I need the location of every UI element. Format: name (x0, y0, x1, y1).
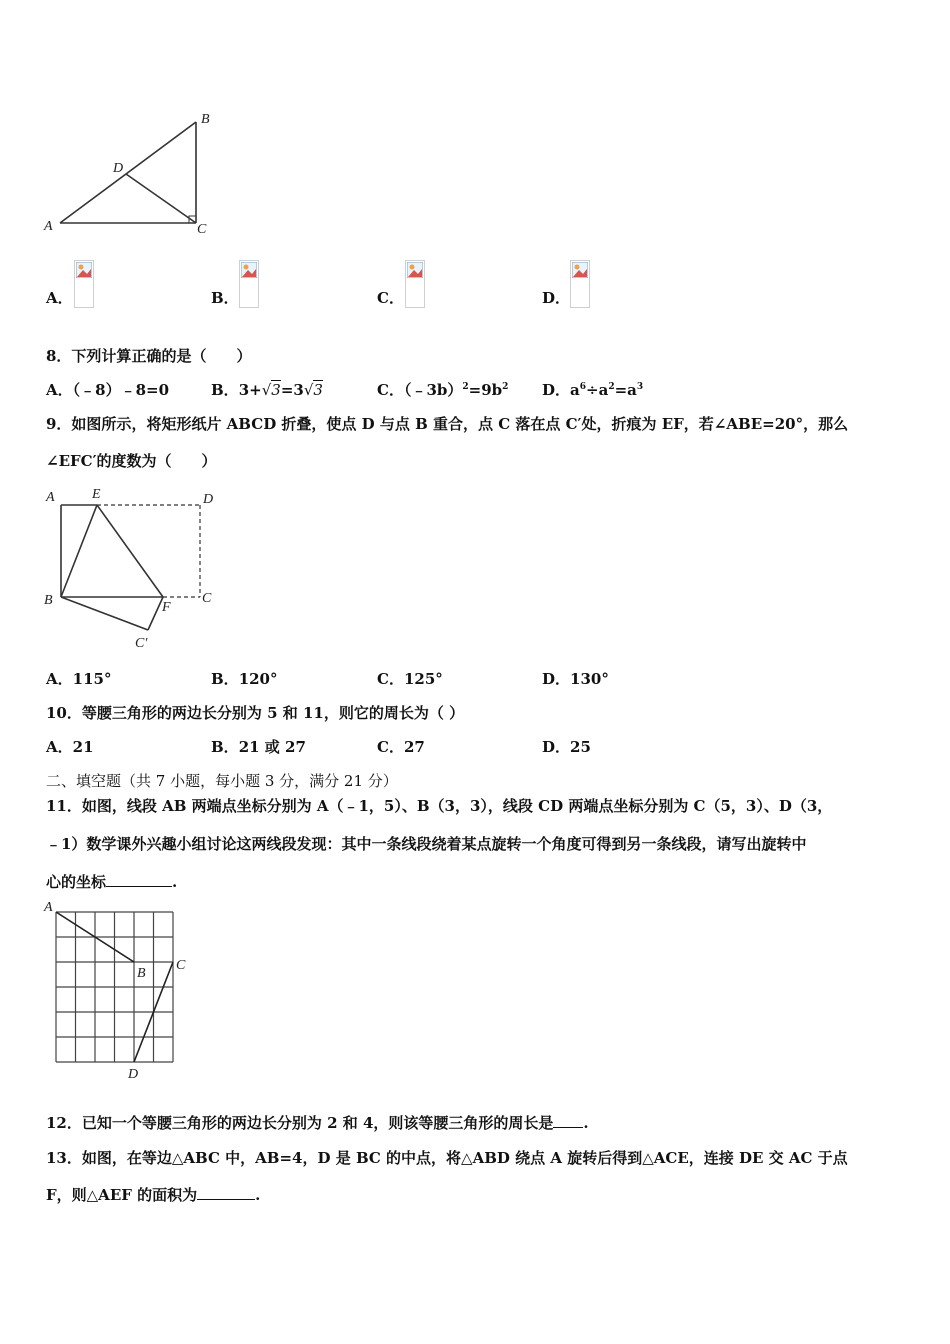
segment-bc-prime (61, 597, 148, 630)
option-text: 115° (72, 670, 112, 688)
section-2-title: 二、填空题（共 7 小题，每小题 3 分，满分 21 分） (46, 772, 398, 790)
q12-stem (46, 1112, 589, 1133)
q12-text: 12．已知一个等腰三角形的两边长分别为 2 和 4，则该等腰三角形的周长是 (46, 1114, 554, 1132)
option-text: a (570, 381, 580, 399)
option-text: 120° (238, 670, 278, 688)
option-label: A． (46, 381, 73, 399)
broken-image-icon (241, 262, 257, 278)
broken-image-icon (572, 262, 588, 278)
q9-stem-line1: 9．如图所示，将矩形纸片 ABCD 折叠，使点 D 与点 B 重合，点 C 落在点 C′处，折痕为 EF，若∠ABE=20°，那么 (46, 415, 849, 433)
q9-folded-rectangle-figure (40, 484, 230, 654)
q7-option-c: C． (377, 289, 404, 307)
q7-option-a-image (74, 260, 94, 308)
option-label: B． (211, 381, 239, 399)
option-label: D． (542, 381, 571, 399)
option-text: 25 (570, 738, 591, 756)
label-b: B (201, 112, 210, 127)
option-text: 21 或 27 (238, 738, 306, 756)
q7-option-d: D． (542, 289, 571, 307)
option-label: B． (211, 670, 239, 688)
q7-option-a: A． (46, 289, 73, 307)
sqrt-sign-icon: √ (303, 381, 314, 399)
option-text: 3+ (238, 381, 262, 399)
q7-option-d-image (570, 260, 590, 308)
label-c: C (197, 222, 207, 237)
answer-blank (553, 1115, 583, 1128)
label-d: D (113, 161, 124, 176)
broken-image-icon (76, 262, 92, 278)
option-text: （﹣8）﹣8=0 (72, 381, 170, 399)
option-label: A． (46, 670, 73, 688)
label-b: B (44, 593, 53, 608)
label-e: E (92, 487, 101, 502)
q13-end: . (255, 1186, 261, 1204)
sqrt-sign-icon: √ (261, 381, 272, 399)
q11-end: . (172, 873, 178, 891)
label-c: C (202, 591, 212, 606)
q9-option-a (46, 668, 111, 689)
q7-triangle-figure (40, 105, 220, 240)
option-text: ÷a (586, 381, 609, 399)
q10-option-a (46, 736, 94, 757)
q11-text: 心的坐标 (46, 873, 107, 891)
q13-text: F，则△AEF 的面积为 (46, 1186, 198, 1204)
label-a: A (46, 490, 55, 505)
exponent: 6 (579, 382, 587, 392)
q10-stem: 10．等腰三角形的两边长分别为 5 和 11，则它的周长为（ ） (46, 704, 465, 722)
segment-dc (126, 174, 196, 223)
q11-grid-figure (40, 895, 200, 1085)
q8-option-d (542, 379, 643, 400)
option-text: =a (614, 381, 637, 399)
q11-stem-line3 (46, 871, 177, 892)
answer-blank (197, 1187, 255, 1200)
q8-option-c (377, 379, 508, 400)
segment-ef (97, 505, 163, 597)
option-text: 125° (403, 670, 443, 688)
option-text: 27 (403, 738, 425, 756)
exponent: 2 (462, 382, 469, 392)
radicand: 3 (271, 381, 281, 399)
option-label: C． (377, 670, 404, 688)
option-label: D． (542, 738, 571, 756)
q10-option-d (542, 736, 591, 757)
q11-stem-line1: 11．如图，线段 AB 两端点坐标分别为 A（﹣1，5）、B（3，3），线段 CD 两端点坐标分别为 C（5，3）、D（3， (46, 797, 833, 815)
q9-option-d (542, 668, 609, 689)
q11-stem-line2: ﹣1）数学课外兴趣小组讨论这两线段发现：其中一条线段绕着某点旋转一个角度可得到另一条线段，请写出旋转中 (46, 835, 807, 853)
q8-option-b (211, 379, 323, 400)
option-label: C． (377, 381, 404, 399)
q7-option-b-image (239, 260, 259, 308)
q8-stem: 8．下列计算正确的是（ ） (46, 347, 252, 365)
option-text: =9b (468, 381, 503, 399)
label-f: F (162, 600, 171, 615)
exponent: 3 (636, 382, 644, 392)
label-d: D (128, 1067, 139, 1082)
exponent: 2 (608, 382, 615, 392)
option-text: 21 (72, 738, 94, 756)
q8-option-a (46, 379, 169, 400)
exponent: 2 (502, 382, 509, 392)
q9-option-c (377, 668, 443, 689)
q9-stem-line2: ∠EFC′的度数为（ ） (46, 452, 217, 470)
q7-option-c-image (405, 260, 425, 308)
option-text: =3 (280, 381, 304, 399)
label-c-prime: C′ (135, 636, 148, 651)
option-label: B． (211, 738, 239, 756)
label-a: A (44, 900, 53, 915)
label-b: B (137, 966, 146, 981)
broken-image-icon (407, 262, 423, 278)
label-d: D (203, 492, 214, 507)
radicand: 3 (313, 381, 323, 399)
segment-fc-prime (148, 597, 163, 630)
q13-stem-line2 (46, 1184, 260, 1205)
segment-be (61, 505, 97, 597)
label-c: C (176, 958, 186, 973)
option-text: 130° (570, 670, 609, 688)
option-text: （﹣3b） (403, 381, 463, 399)
q9-option-b (211, 668, 278, 689)
option-label: D． (542, 670, 571, 688)
q13-stem-line1: 13．如图，在等边△ABC 中，AB=4，D 是 BC 的中点，将△ABD 绕点 A 旋转后得到△ACE，连接 DE 交 AC 于点 (46, 1149, 848, 1167)
grid-lines (56, 912, 173, 1062)
option-label: C． (377, 738, 404, 756)
q7-option-b: B． (211, 289, 239, 307)
answer-blank (106, 874, 172, 887)
q10-option-b (211, 736, 306, 757)
option-label: A． (46, 738, 73, 756)
label-a: A (44, 219, 53, 234)
q12-end: . (583, 1114, 589, 1132)
q10-option-c (377, 736, 425, 757)
